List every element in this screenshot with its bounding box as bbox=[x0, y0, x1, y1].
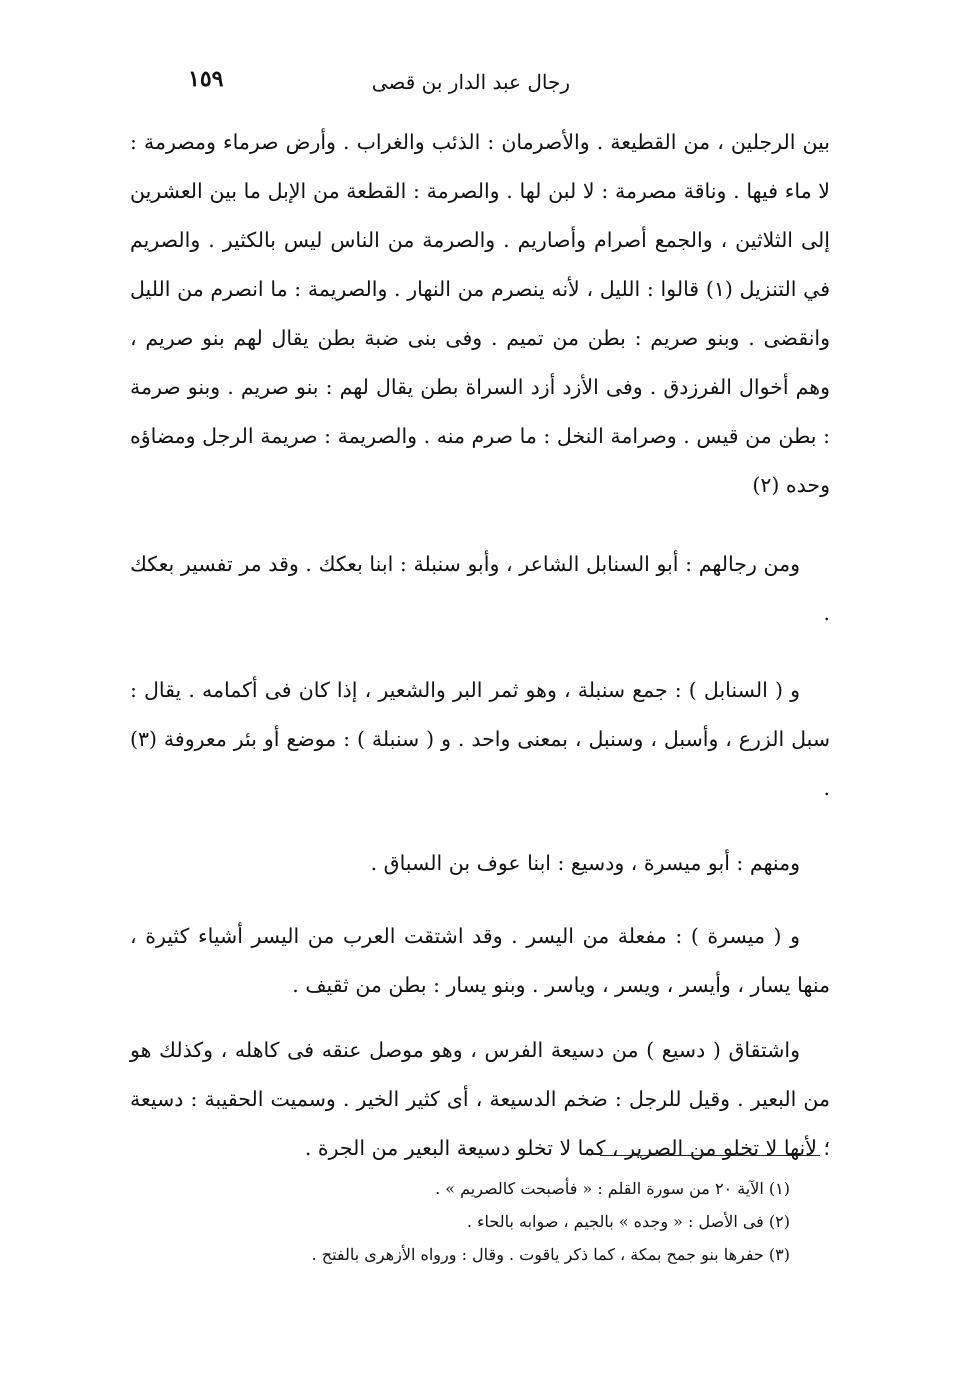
paragraph-6: واشتقاق ( دسيع ) من دسيعة الفرس ، وهو موصل عنقه فى كاهله ، وكذلك هو من البعير . وقيل للرجل : ضخم الدسيعة ، أى كثير الخير . وسميت الحقيبة : دسيعة ؛ لأنها لا تخلو من الصرير ، كما لا تخلو دسيعة البعير من الجرة . bbox=[130, 1038, 830, 1160]
page-header bbox=[170, 64, 810, 104]
footnote-2: (٢) فى الأصل : « وجده » بالجيم ، صوابه بالحاء . bbox=[466, 1212, 790, 1231]
footnote-divider bbox=[600, 1155, 820, 1156]
footnote-3: (٣) حفرها بنو جمح بمكة ، كما ذكر ياقوت . وقال : ورواه الأزهرى بالفتح . bbox=[311, 1245, 790, 1264]
paragraph-1: بين الرجلين ، من القطيعة . والأصرمان : الذئب والغراب . وأرض صرماء ومصرمة : لا ماء فيها . وناقة مصرمة : لا لبن لها . والصرمة : القطعة من الإبل ما بين العشرين إلى الثلاثين ، والجمع أصرام وأصاريم . والصرمة من الناس ليس بالكثير . والصريم في التنزيل (١) قالوا : الليل ، لأنه ينصرم من النهار . والصريمة : ما انصرم من الليل وانقضى . وبنو صريم : بطن من تميم . وفى بنى ضبة بطن يقال لهم بنو صريم ، وهم أخوال الفرزدق . وفى الأزد أزد السراة بطن يقال لهم : بنو صريم . وبنو صرمة : بطن من قيس . وصرامة النخل : ما صرم منه . والصريمة : صريمة الرجل ومضاؤه وحده (٢) bbox=[130, 130, 830, 497]
running-title: رجال عبد الدار بن قصى bbox=[371, 70, 570, 94]
footnote-1: (١) الآية ٢٠ من سورة القلم : « فأصبحت كالصريم » . bbox=[435, 1179, 790, 1198]
main-text bbox=[130, 118, 830, 1173]
page-number: ١٥٩ bbox=[188, 66, 224, 92]
footnotes bbox=[200, 1172, 790, 1271]
paragraph-3: و ( السنابل ) : جمع سنبلة ، وهو ثمر البر والشعير ، إذا كان فى أكمامه . يقال : سبل الزرع ، وأسبل ، وسنبل ، بمعنى واحد . و ( سنبلة ) : موضع أو بئر معروفة (٣) . bbox=[130, 678, 830, 800]
paragraph-2: ومن رجالهم : أبو السنابل الشاعر ، وأبو سنبلة : ابنا بعكك . وقد مر تفسير بعكك . bbox=[130, 552, 830, 625]
paragraph-5: و ( ميسرة ) : مفعلة من اليسر . وقد اشتقت العرب من اليسر أشياء كثيرة ، منها يسار ، وأيسر ، ويسر ، وياسر . وبنو يسار : بطن من ثقيف . bbox=[130, 924, 830, 997]
paragraph-4: ومنهم : أبو ميسرة ، ودسيع : ابنا عوف بن السباق . bbox=[370, 851, 800, 875]
